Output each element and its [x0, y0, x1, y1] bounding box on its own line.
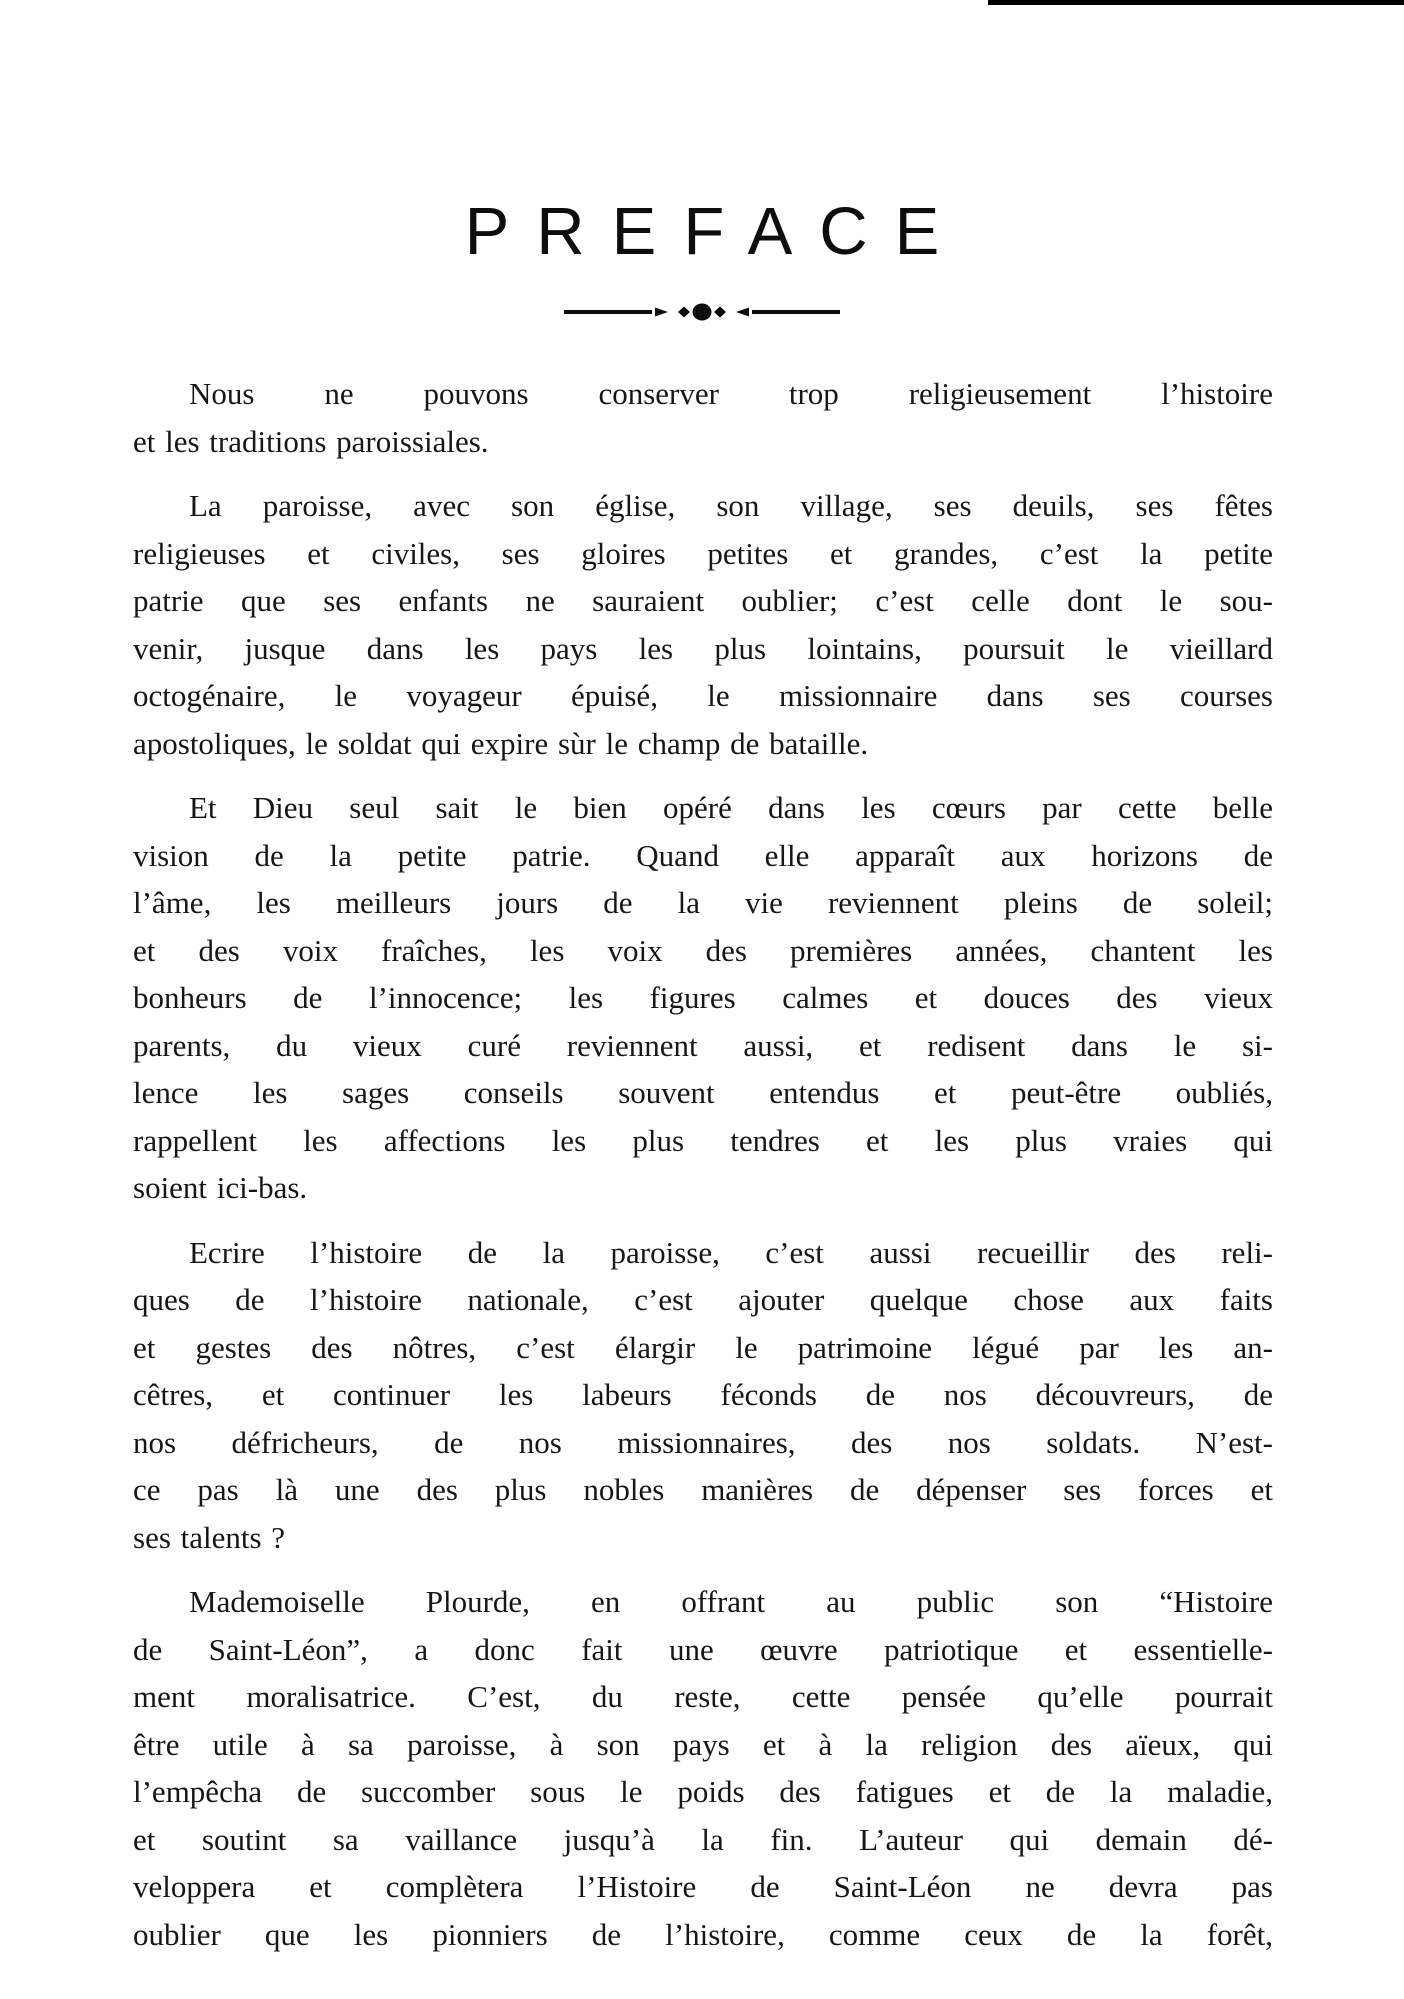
text-line: ment moralisatrice. C’est, du reste, cette pensée qu’elle pourrait — [133, 1679, 1273, 1714]
text-line: Mademoiselle Plourde, en offrant au public son “Histoire — [189, 1584, 1273, 1619]
paragraph — [133, 370, 1273, 465]
text-line: veloppera et complètera l’Histoire de Saint-Léon ne devra pas — [133, 1869, 1273, 1904]
paragraph — [133, 482, 1273, 767]
text-line: Ecrire l’histoire de la paroisse, c’est aussi recueillir des reli- — [189, 1234, 1273, 1270]
text-line: Nous ne pouvons conserver trop religieusement l’histoire — [189, 376, 1273, 411]
text-line: rappellent les affections les plus tendres et les plus vraies qui — [133, 1122, 1273, 1158]
text-line: lence les sages conseils souvent entendus et peut-être oubliés, — [133, 1075, 1273, 1110]
text-line: cêtres, et continuer les labeurs féconds de nos découvreurs, de — [133, 1377, 1273, 1412]
text-line: octogénaire, le voyageur épuisé, le missionnaire dans ses courses — [133, 678, 1273, 713]
text-line: de Saint-Léon”, a donc fait une œuvre patriotique et essentielle- — [133, 1631, 1273, 1667]
text-line: patrie que ses enfants ne sauraient oublier; c’est celle dont le sou- — [133, 583, 1273, 618]
text-line: Et Dieu seul sait le bien opéré dans les cœurs par cette belle — [189, 790, 1273, 825]
paragraph — [133, 1229, 1273, 1562]
text-line: La paroisse, avec son église, son village, ses deuils, ses fêtes — [189, 488, 1273, 523]
paragraph — [133, 784, 1273, 1212]
text-line: oublier que les pionniers de l’histoire, comme ceux de la forêt, — [133, 1916, 1273, 1952]
text-line: ce pas là une des plus nobles manières de dépenser ses forces et — [133, 1472, 1273, 1507]
text-line: et des voix fraîches, les voix des premières années, chantent les — [133, 932, 1273, 968]
text-line: bonheurs de l’innocence; les figures calmes et douces des vieux — [133, 980, 1273, 1015]
text-line: être utile à sa paroisse, à son pays et à la religion des aïeux, qui — [133, 1726, 1273, 1762]
scan-edge-artifact — [988, 0, 1404, 5]
text-line: et gestes des nôtres, c’est élargir le patrimoine légué par les an- — [133, 1329, 1273, 1365]
text-line: ques de l’histoire nationale, c’est ajouter quelque chose aux faits — [133, 1282, 1273, 1317]
divider-ornament-icon — [562, 299, 842, 325]
text-line: soient ici-bas. — [133, 1170, 308, 1205]
text-line: apostoliques, le soldat qui expire sùr le champ de bataille. — [133, 725, 869, 761]
text-line: parents, du vieux curé reviennent aussi, et redisent dans le si- — [133, 1027, 1273, 1063]
preface-body-text — [133, 370, 1273, 1958]
text-line: religieuses et civiles, ses gloires petites et grandes, c’est la petite — [133, 535, 1273, 571]
text-line: l’empêcha de succomber sous le poids des fatigues et de la maladie, — [133, 1774, 1273, 1809]
paragraph — [133, 1578, 1273, 1958]
text-line: nos défricheurs, de nos missionnaires, des nos soldats. N’est- — [133, 1424, 1273, 1460]
text-line: et les traditions paroissiales. — [133, 423, 489, 459]
text-line: ses talents ? — [133, 1519, 286, 1555]
text-line: vision de la petite patrie. Quand elle apparaît aux horizons de — [133, 837, 1273, 873]
page-title: PREFACE — [464, 193, 967, 269]
text-line: l’âme, les meilleurs jours de la vie reviennent pleins de soleil; — [133, 885, 1273, 920]
text-line: venir, jusque dans les pays les plus lointains, poursuit le vieillard — [133, 630, 1273, 666]
text-line: et soutint sa vaillance jusqu’à la fin. L’auteur qui demain dé- — [133, 1821, 1273, 1857]
